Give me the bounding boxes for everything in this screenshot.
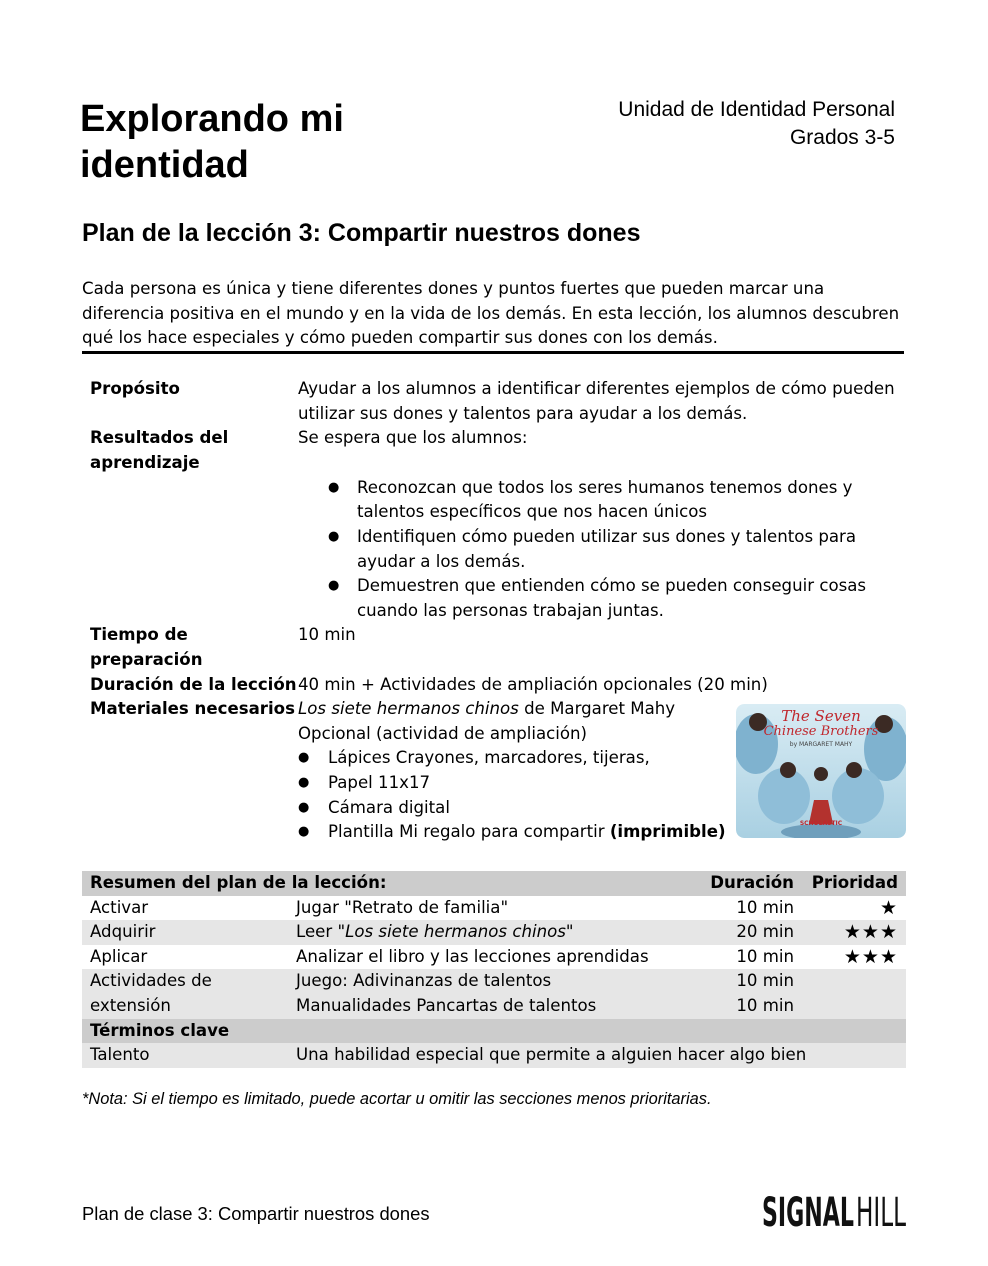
book-cover-image (736, 704, 906, 838)
printable-label: (imprimible) (609, 822, 726, 842)
activity-cell: Juego: Adivinanzas de talentos (296, 971, 552, 991)
purpose-value: Ayudar a los alumnos a identificar diferentes ejemplos de cómo pueden utilizar sus dones y talentos para ayudar a los demás. (298, 379, 895, 423)
priority-cell (794, 969, 906, 994)
prep-row (82, 623, 904, 672)
phase-cell: extensión (90, 995, 171, 1015)
materials-label: Materiales necesarios (90, 699, 295, 719)
footer-text: Plan de clase 3: Compartir nuestros dones (82, 1203, 430, 1224)
activity-cell: Manualidades Pancartas de talentos (296, 995, 597, 1015)
priority-cell: ★★★ (843, 945, 898, 968)
outcomes-row (82, 426, 904, 623)
logo-text-hill: HILL (856, 1190, 907, 1232)
phase-cell: Adquirir (90, 922, 156, 942)
unit-name: Unidad de Identidad Personal (618, 98, 895, 121)
book-cover-title-2: Chinese Brothers (763, 724, 879, 739)
term-cell: Talento (90, 1045, 150, 1065)
book-cover-author: by MARGARET MAHY (789, 741, 853, 748)
time-note: *Nota: Si el tiempo es limitado, puede acortar u omitir las secciones menos prioritarias. (82, 1090, 712, 1108)
intro-paragraph: Cada persona es única y tiene diferentes dones y puntos fuertes que pueden marcar una diferencia positiva en el mundo y en la vida de los demás. En esta lección, los alumnos descubren qué los hace especiales y cómo pueden compartir sus dones con los demás. (82, 279, 900, 347)
book-cover-title-1: The Seven (781, 707, 861, 725)
priority-cell (794, 994, 906, 1019)
book-cover-publisher: SCHOLASTIC (799, 820, 843, 827)
template-item: Plantilla Mi regalo para compartir (328, 822, 610, 842)
list-item: ● Identifiquen cómo pueden utilizar sus dones y talentos para ayudar a los demás. (357, 525, 867, 574)
phase-cell: Actividades de (90, 971, 212, 991)
priority-cell: ★★★ (843, 921, 898, 944)
summary-header-duration: Duración (710, 873, 794, 892)
summary-header-row (82, 871, 906, 896)
signalhill-logo (762, 1180, 908, 1232)
priority-cell: ★ (879, 896, 898, 919)
outcomes-intro: Se espera que los alumnos: (298, 428, 528, 448)
document-title: Explorando mi identidad (80, 98, 344, 186)
duration-cell: 10 min (736, 897, 794, 917)
logo-text-signal: SIGNAL (762, 1190, 854, 1232)
activity-cell: Jugar "Retrato de familia" (296, 897, 509, 917)
phase-cell: Aplicar (90, 946, 148, 966)
activity-cell (296, 920, 706, 945)
table-row (82, 994, 906, 1019)
term-definition-cell: Una habilidad especial que permite a alguien hacer algo bien (296, 1045, 807, 1065)
activity-book-title: "Los siete hermanos chinos" (337, 922, 574, 942)
outcomes-list (298, 476, 904, 624)
table-row (82, 969, 906, 994)
summary-header-priority: Prioridad (811, 873, 898, 892)
table-row (82, 896, 906, 921)
list-item: ● Reconozcan que todos los seres humanos tenemos dones y talentos específicos que nos hacen únicos (357, 476, 867, 525)
prep-value: 10 min (298, 625, 356, 645)
list-item: ● Cámara digital (328, 796, 904, 821)
lesson-title: Plan de la lección 3: Compartir nuestros dones (82, 219, 641, 247)
purpose-label: Propósito (90, 379, 180, 398)
lesson-summary-table (82, 871, 906, 1068)
duration-value: 40 min + Actividades de ampliación opcionales (20 min) (298, 674, 768, 694)
section-divider (82, 351, 904, 354)
duration-cell: 20 min (736, 922, 794, 942)
activity-cell: Analizar el libro y las lecciones aprendidas (296, 946, 649, 966)
grade-range: Grados 3-5 (789, 126, 895, 149)
list-item: ● Lápices Crayones, marcadores, tijeras, (328, 746, 904, 771)
list-item: ● Demuestren que entienden cómo se pueden conseguir cosas cuando las personas trabajan juntas. (357, 574, 867, 623)
phase-cell: Activar (90, 897, 149, 917)
key-terms-header-row (82, 1019, 906, 1044)
prep-label: Tiempo de preparación (90, 625, 203, 669)
table-row (82, 920, 906, 945)
key-terms-label: Términos clave (90, 1020, 230, 1040)
outcomes-value (298, 426, 904, 623)
table-row (82, 945, 906, 970)
book-title: Los siete hermanos chinos (298, 699, 519, 719)
summary-header-label: Resumen del plan de la lección: (90, 873, 387, 892)
outcomes-label: Resultados del aprendizaje (90, 428, 229, 472)
duration-cell: 10 min (736, 995, 794, 1015)
purpose-row (82, 377, 904, 426)
duration-cell: 10 min (736, 946, 794, 966)
table-row (82, 1043, 906, 1068)
duration-cell: 10 min (736, 971, 794, 991)
list-item: ● Papel 11x17 (328, 771, 904, 796)
duration-label: Duración de la lección (90, 674, 297, 694)
book-author: de Margaret Mahy (518, 699, 676, 719)
activity-prefix: Leer (296, 922, 338, 942)
materials-optional: Opcional (actividad de ampliación) (298, 723, 588, 743)
duration-row (82, 673, 904, 698)
unit-info (618, 96, 895, 152)
